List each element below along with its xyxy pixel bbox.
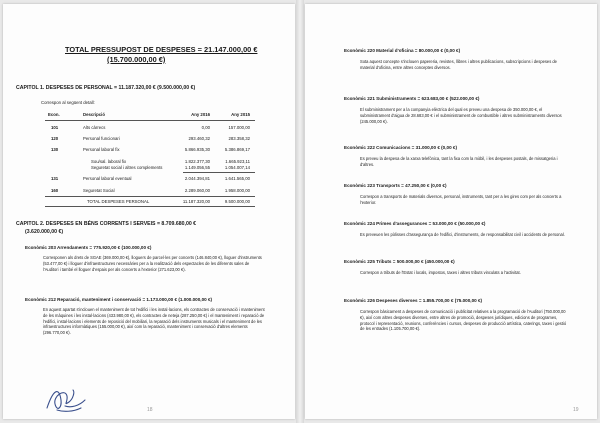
row-desc: Sou/sal. laboral fix bbox=[91, 159, 127, 164]
eco222-body: Es preveu la despesa de la xarxa telefònica, tant la fixa com la mòbil, i les despeses postals, de missatgeria i d'altres. bbox=[360, 156, 558, 167]
eco221-body: El subministrament per a la companyia elèctrica del qual es preveu una despesa de 350.000,00 €, el subministrament d'aigua de 28.683,00 € i el subministrament de combustible i altres subministraments diversos (245.000,00 €). bbox=[360, 107, 562, 124]
budget-total-previous: (15.700.000,00 €) bbox=[107, 55, 166, 64]
row-2016: 1.822.377,30 bbox=[184, 159, 210, 164]
total-rule bbox=[45, 196, 255, 197]
row-desc: Personal laboral eventual bbox=[83, 176, 132, 181]
budget-total-title: TOTAL PRESSUPOST DE DESPESES = 21.147.000,00 € bbox=[65, 45, 258, 54]
row-2015: 283.358,32 bbox=[228, 136, 250, 141]
col-desc: Descripció bbox=[83, 112, 105, 117]
left-page bbox=[3, 4, 295, 419]
eco221-heading: Econòmic 221 Subministraments = 623.683,00 € (522.000,00 €) bbox=[344, 96, 480, 101]
eco203-heading: Econòmic 203 Arrendaments = 775.920,00 € (100.000,00 €) bbox=[25, 245, 152, 250]
row-2015: 9.500.000,00 bbox=[224, 199, 250, 204]
row-econ: 120 bbox=[51, 136, 59, 141]
row-2015: 1.665.923,11 bbox=[225, 159, 250, 164]
page-number: 18 bbox=[147, 407, 153, 413]
signature bbox=[43, 382, 89, 416]
row-2015: 5.386.869,17 bbox=[224, 147, 250, 152]
row-2015: 157.000,00 bbox=[228, 125, 250, 130]
col-econ: Econ. bbox=[48, 112, 60, 117]
row-desc: Personal laboral fix bbox=[83, 147, 120, 152]
eco224-heading: Econòmic 224 Primes d'assegurances = 53.000,00 € (50.000,00 €) bbox=[344, 221, 486, 226]
row-2016: 0,00 bbox=[201, 125, 210, 130]
row-2016: 293.460,32 bbox=[188, 136, 210, 141]
row-2016: 11.187.320,00 bbox=[182, 199, 210, 204]
eco226-body: Correspon bàsicament a despeses de comunicació i publicitat relatives a la programació de l'Auditori (750.000,00 €), així com altres despeses diverses, entre altres de promoció, despeses jurídiques, edicions de programes, protocol i representació, reunions, conferències i cursos, despeses de producció artística, caterings, taxes i gestió de les entrades (1.105.700,00 €). bbox=[360, 309, 567, 332]
row-desc: Seguretat social i altres complements bbox=[91, 165, 163, 170]
table-header-rule bbox=[45, 120, 255, 121]
row-2015: 1.054.007,14 bbox=[224, 165, 250, 170]
row-2015: 1.958.000,00 bbox=[224, 188, 250, 193]
eco212-heading: Econòmic 212 Reparació, manteniment i conservació = 1.173.000,00 € (1.000.000,00 €) bbox=[25, 297, 213, 302]
row-desc: Personal funcionari bbox=[83, 136, 120, 141]
row-2016: 1.149.056,55 bbox=[184, 165, 210, 170]
eco220-body: Sota aquest concepte s'inclouen papereria, revistes, llibres i altres publicacions, subscripcions i despeses de material d'oficina, entre altres conceptes diversos. bbox=[360, 59, 557, 70]
col-2015: Any 2015 bbox=[231, 112, 250, 117]
chapter1-intro: Correspon al següent detall: bbox=[41, 100, 95, 105]
row-econ: 101 bbox=[51, 125, 59, 130]
row-2015: 1.641.565,00 bbox=[224, 176, 250, 181]
row-2016: 2.289.060,00 bbox=[184, 188, 210, 193]
row-desc: TOTAL DESPESES PERSONAL bbox=[87, 199, 150, 204]
eco220-heading: Econòmic 220 Material d'oficina = 80.000,00 € (0,00 €) bbox=[344, 48, 461, 53]
row-econ: 131 bbox=[51, 176, 59, 181]
eco224-body: Es preveuen les pòlisses d'assegurança de l'edifici, d'instruments, de responsabilitat civil i accidents de personal. bbox=[360, 232, 565, 237]
col-2016: Any 2016 bbox=[191, 112, 210, 117]
eco223-body: Correspon a transports de materials diversos, personal, instruments, tant per a les gires com per als concerts a l'exterior. bbox=[360, 194, 562, 205]
gutter bbox=[296, 0, 304, 423]
eco203-body: Corresponen als drets de SGAE (369.000,00 €), lloguers de parcel·les per concerts (146.840,00 €), lloguer d'instruments (53.477,00 €) i lloguer d'infraestructures necessàries per a la realització dels espectacles de les diferents sales de l'Auditori i també el lloguer d'espais per als concerts a l'exterior (271.623,00 €). bbox=[43, 255, 262, 272]
page-number: 19 bbox=[573, 407, 579, 413]
row-desc: Alts càrrecs bbox=[83, 125, 106, 130]
chapter1-heading: CAPITOL 1. DESPESES DE PERSONAL = 11.187.320,00 € (9.500.000,00 €) bbox=[16, 85, 196, 91]
eco212-body: En aquest apartat s'inclouen el manteniment de tot l'edifici i les instal·lacions, els contractes de conservació i manteniment de les màquines i les instal·lacions (433.980,00 €), els contractes de neteja (287.250,00 €) i el manteniment i reparació de l'edifici, instal·lacions i elements de reposició del mobiliari, la reparació dels instruments musicals i el manteniment de les infraestructures informàtiques (155.000,00 €), així com la reparació, manteniment i conservació d'altres elements (296.770,00 €). bbox=[43, 307, 265, 336]
row-2016: 2.044.394,81 bbox=[184, 176, 210, 181]
eco226-heading: Econòmic 226 Despeses diverses = 1.855.700,00 € (75.000,00 €) bbox=[344, 298, 483, 303]
chapter2-previous: (3.620.000,00 €) bbox=[25, 229, 64, 235]
eco225-body: Correspon a tributs de l'Estat i locals, impostos, taxes i altres tributs vinculats a l'activitat. bbox=[360, 270, 521, 275]
chapter2-heading: CAPITOL 2. DESPESES EN BÉNS CORRENTS I SERVEIS = 8.709.680,00 € bbox=[16, 221, 197, 227]
row-econ: 160 bbox=[51, 188, 59, 193]
subtotal-rule bbox=[183, 172, 255, 173]
eco223-heading: Econòmic 223 Transports = 47.250,00 € (0,00 €) bbox=[344, 183, 447, 188]
row-2016: 5.866.935,30 bbox=[184, 147, 210, 152]
row-econ: 130 bbox=[51, 147, 59, 152]
total-rule-bottom bbox=[45, 206, 255, 207]
eco225-heading: Econòmic 225 Tributs = 500.000,00 € (450.000,00 €) bbox=[344, 259, 455, 264]
right-page bbox=[305, 4, 597, 419]
eco222-heading: Econòmic 222 Comunicacions = 31.000,00 € (0,00 €) bbox=[344, 145, 457, 150]
row-desc: Seguretat Social bbox=[83, 188, 115, 193]
